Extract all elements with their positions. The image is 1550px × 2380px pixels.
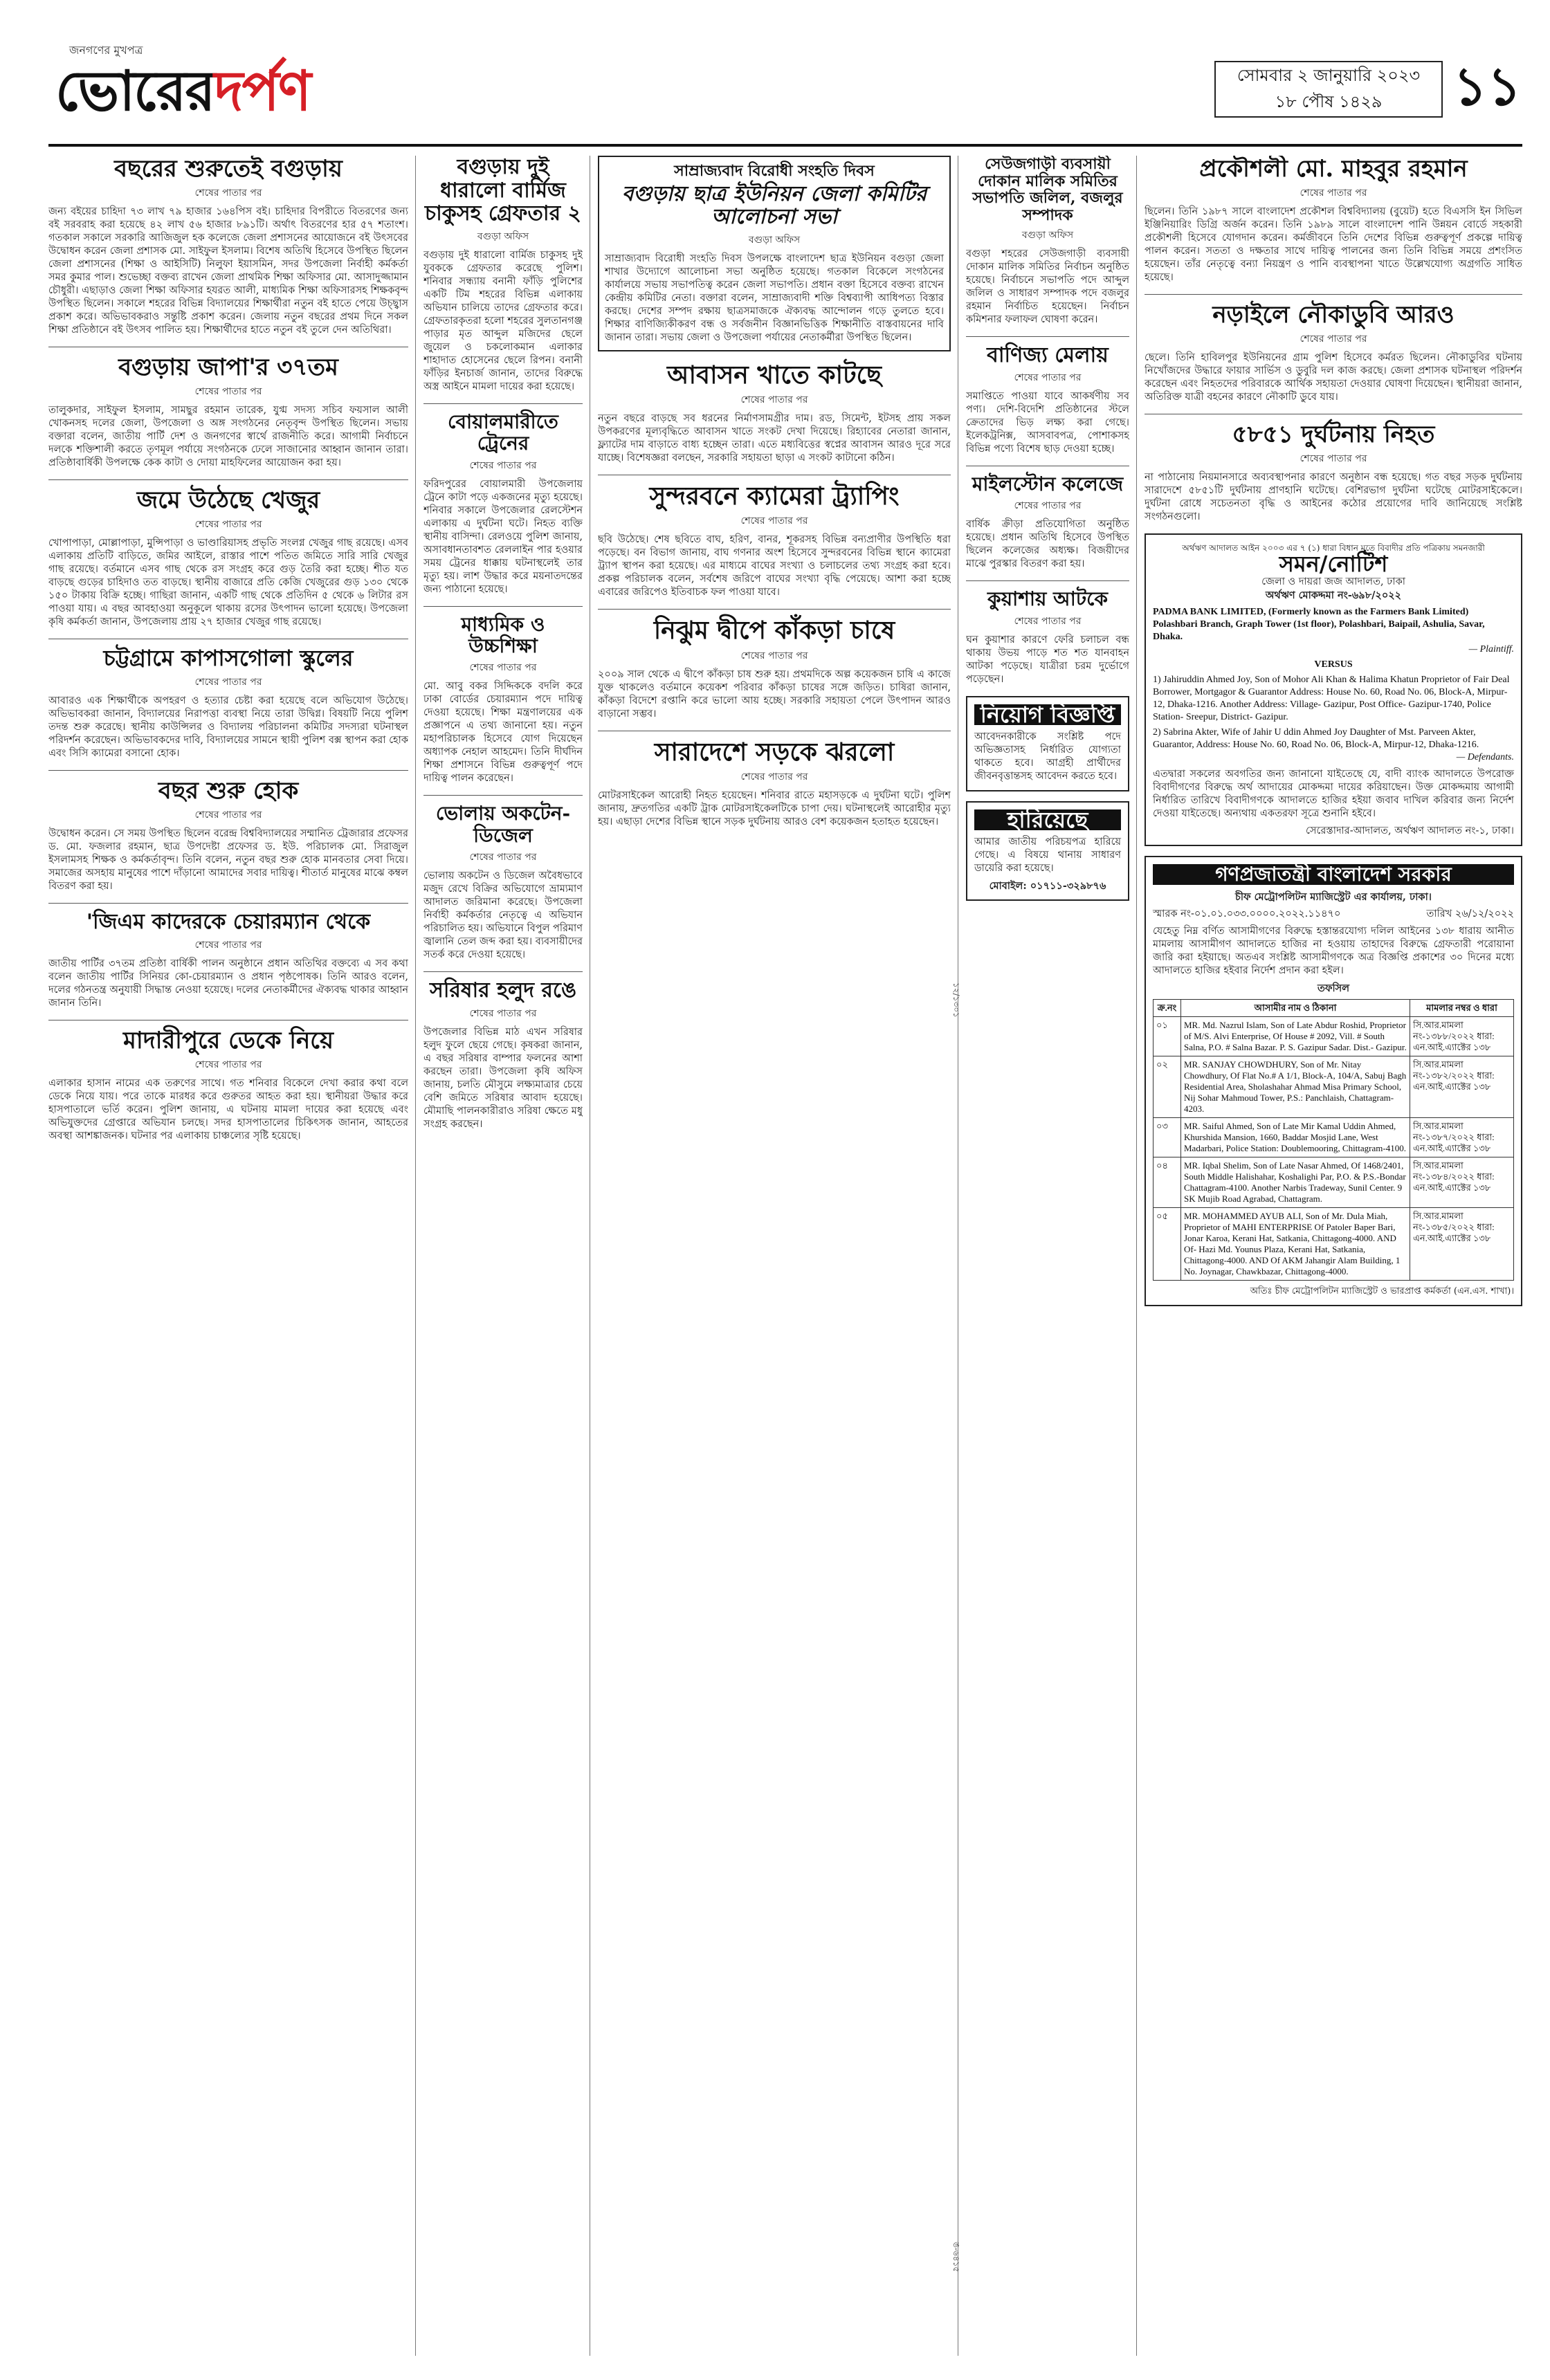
table-row [1154,1208,1514,1281]
article-body: সাম্রাজ্যবাদ বিরোধী সংহতি দিবস উপলক্ষে বাংলাদেশ ছাত্র ইউনিয়ন বগুড়া জেলা শাখার উদ্যোগে আলোচনা সভা অনুষ্ঠিত হয়েছে। গতকাল বিকেলে সংগঠনের কার্যালয়ে সভায় সভাপতিত্ব করেন জেলা সভাপতি। প্রধান বক্তা হিসেবে বক্তব্য রাখেন কেন্দ্রীয় কমিটির নেতা। বক্তারা বলেন, সাম্রাজ্যবাদী শক্তি বিশ্বব্যাপী আধিপত্য বিস্তার করছে। দেশের সম্পদ রক্ষায় ছাত্রসমাজকে ঐক্যবদ্ধ আন্দোলন গড়ে তুলতে হবে। শিক্ষার বাণিজ্যিকীকরণ বন্ধ ও সর্বজনীন বিজ্ঞানভিত্তিক শিক্ষানীতি বাস্তবায়নের দাবি জানান তারা। সভায় জেলা ও উপজেলা পর্যায়ের নেতাকর্মীরা উপস্থিত ছিলেন। [605,253,944,343]
article [48,910,408,1010]
article [966,588,1129,686]
article-body: এলাকার হাসান নামের এক তরুণের সাথে। গত শনিবার বিকেলে দেখা করার কথা বলে ডেকে নিয়ে যায়। পরে তাকে মারধর করে গুরুতর আহত করা হয়। স্থানীয়রা উদ্ধার করে হাসপাতালে ভর্তি করেন। পুলিশ জানায়, এ ঘটনায় মামলা দায়ের করা হয়েছে এবং অভিযুক্তদের গ্রেপ্তারে অভিযান চলছে। সদর হাসপাতালের চিকিৎসক জানান, আহতের অবস্থা আশঙ্কাজনক। ঘটনার পর এলাকায় চাঞ্চল্যের সৃষ্টি হয়েছে। [48,1077,408,1142]
subhead: শেষের পাতার পর [1300,333,1367,345]
subhead: শেষের পাতার পর [194,519,262,531]
article [48,646,408,760]
table-cell: সি.আর.মামলা নং-১৩৮৪/২০২২ ধারা: এন.আই.এ্যাক্টের ১৩৮ [1410,1157,1514,1208]
article-body: আবারও এক শিক্ষার্থীকে অপহরণ ও হত্যার চেষ্টা করা হয়েছে বলে অভিযোগ উঠেছে। অভিভাবকরা জানান, বিদ্যালয়ের নিরাপত্তা ব্যবস্থা নিয়ে তারা উদ্বিগ্ন। বিষয়টি নিয়ে পুলিশ তদন্ত শুরু করেছে। স্থানীয় কাউন্সিলর ও বিদ্যালয় পরিচালনা কমিটির সদস্যরা ঘটনাস্থল পরিদর্শন করেছেন। অভিভাবকদের দাবি, বিদ্যালয়ের সামনে স্থায়ী পুলিশ বক্স স্থাপন করা হোক এবং সিসি ক্যামেরা বসানো হোক। [48,695,408,760]
article [1145,302,1522,404]
headline: সুন্দরবনে ক্যামেরা ট্র্যাপিং [649,482,900,511]
notice-court: জেলা ও দায়রা জজ আদালত, ঢাকা [1261,576,1405,588]
date-line-1: সোমবার ২ জানুয়ারি ২০২৩ [1237,66,1421,85]
divider [966,580,1129,581]
masthead [48,42,1522,138]
headline: জমে উঠেছে খেজুর [136,486,320,515]
court-summons-notice [1145,533,1522,846]
article-body: উপজেলার বিভিন্ন মাঠ এখন সরিষার হলুদ ফুলে ছেয়ে গেছে। কৃষকরা জানান, এ বছর সরিষার বাম্পার ফলনের আশা করছেন তারা। উপজেলা কৃষি অফিস জানায়, চলতি মৌসুমে লক্ষ্যমাত্রার চেয়ে বেশি জমিতে সরিষার আবাদ হয়েছে। মৌমাছি পালনকারীরাও সরিষা ক্ষেতে মধু সংগ্রহ করছেন। [423,1026,583,1130]
article-body: খোপাপাড়া, মোল্লাপাড়া, মুন্সিপাড়া ও ভাণ্ডারিয়াসহ প্রভৃতি সংলগ্ন খেজুর গাছ রয়েছে। এসব এলাকায় প্রতিটি বাড়িতে, জমির আইলে, রাস্তার পাশে পতিত জমিতে সারি সারি খেজুর গাছ রয়েছে। বর্তমানে এসব গাছ থেকে রস সংগ্রহ করে গুড় তৈরি করা হচ্ছে। শীত যত বাড়ছে গুড়ের চাহিদাও তত বাড়ছে। স্থানীয় বাজারে প্রতি কেজি খেজুরের গুড় ১৩০ থেকে ১৫০ টাকায় বিক্রি হচ্ছে। গাছিরা জানান, একটি গাছ থেকে প্রতিদিন ৫ থেকে ৬ লিটার রস পাওয়া যায়। এ বছর আবহাওয়া অনুকূলে থাকায় রসের উৎপাদন ভালো হয়েছে। উপজেলা কৃষি কর্মকর্তা জানান, উপজেলায় প্রায় ২৭ হাজার খেজুর গাছ রয়েছে। [48,538,408,628]
gov-ref: স্মারক নং-০১.০১.০৩৩.০০০০.২০২২.১১৪৭০ [1153,908,1341,920]
article [48,1027,408,1143]
gov-date: তারিখ ২৬/১২/২০২২ [1426,908,1514,920]
subhead: শেষের পাতার পর [194,809,262,821]
headline: বছর শুরু হোক [158,777,299,805]
headline: মাইলস্টোন কলেজে [972,473,1124,496]
divider [423,971,583,972]
article-body: জাতীয় পার্টির ৩৭তম প্রতিষ্ঠা বার্ষিকী পালন অনুষ্ঠানে প্রধান অতিথির বক্তব্যে এ সব কথা বলেন জাতীয় পার্টির সিনিয়র কো-চেয়ারম্যান ও প্রধান পৃষ্ঠপোষক। তিনি আরও বলেন, দলের গঠনতন্ত্র অনুযায়ী সিদ্ধান্ত নেওয়া হয়েছে। দলের নেতাকর্মীদের ঐক্যবদ্ধ থাকার আহ্বান জানান তিনি। [48,958,408,1009]
margin-code-right: ঙ-৬৪১৫ [951,2242,961,2273]
divider [48,770,408,771]
table-cell: সি.আর.মামলা নং-১৩৮৭/২০২২ ধারা: এন.আই.এ্যাক্টের ১৩৮ [1410,1118,1514,1157]
ad-phone: মোবাইল: ০১৭১১-৩২৯৮৭৬ [989,879,1106,892]
ad-title: হারিয়েছে [974,809,1121,830]
article [423,979,583,1131]
subhead: শেষের পাতার পর [1014,500,1082,512]
table-row [1154,1157,1514,1208]
subhead: শেষের পাতার পর [740,771,808,783]
headline: বগুড়ায় জাপা'র ৩৭তম [118,354,338,382]
table-cell: সি.আর.মামলা নং-১৩৮২/২০২২ ধারা: এন.আই.এ্যাক্টের ১৩৮ [1410,1056,1514,1118]
gov-notice [1145,856,1522,1306]
headline: বোয়ালমারীতে ট্রেনের [448,410,558,455]
date-line-2: ১৮ পৌষ ১৪২৯ [1275,92,1383,111]
table-cell: সি.আর.মামলা নং-১৩৮৮/২০২২ ধারা: এন.আই.এ্যাক্টের ১৩৮ [1410,1017,1514,1056]
divider [423,795,583,796]
headline: বাণিজ্য মেলায় [987,342,1109,367]
defendants-label: — Defendants. [1456,752,1514,763]
article [966,156,1129,327]
newspaper-logo[interactable] [55,48,310,141]
column-2 [423,156,583,2356]
article [598,156,951,351]
article-body: ঘন কুয়াশার কারণে ফেরি চলাচল বন্ধ থাকায় উভয় পাড়ে শত শত যানবাহন আটকা পড়েছে। যাত্রীরা চরম দুর্ভোগে পড়েছেন। [966,634,1129,685]
subhead: বগুড়া অফিস [748,234,801,246]
headline: বগুড়ায় দুই ধারালো বার্মিজ চাকুসহ গ্রেফতার ২ [424,156,582,226]
article-body: বগুড়া শহরের সেউজগাড়ী ব্যবসায়ী দোকান মালিক সমিতির নির্বাচন অনুষ্ঠিত হয়েছে। নির্বাচনে সভাপতি পদে আব্দুল জলিল ও সাধারণ সম্পাদক পদে বজলুর রহমান নির্বাচিত হয়েছেন। নির্বাচন কমিশনার ফলাফল ঘোষণা করেন। [966,248,1129,325]
schedule-table [1153,999,1514,1281]
lost-ad [966,801,1129,901]
headline: বছরের শুরুতেই বগুড়ায় [114,156,343,183]
table-caption: তফসিল [1317,982,1349,995]
article-body: বগুড়ায় দুই ধারালো বার্মিজ চাকুসহ দুই যুবককে গ্রেফতার করেছে পুলিশ। শনিবার সন্ধ্যায় বনানী ফাঁড়ি পুলিশের একটি টিম শহরের বিভিন্ন এলাকায় অভিযান চালিয়ে তাদের গ্রেফতার করে। গ্রেফতারকৃতরা হলো শহরের সুলতানগঞ্জ পাড়ার মৃত আব্দুল মজিদের ছেলে জুয়েল ও চকলোকমান এলাকার শাহাদাত হোসেনের ছেলে রিপন। বনানী ফাঁড়ির ইনচার্জ জানান, তাদের বিরুদ্ধে অস্ত্র আইনে মামলা দায়ের করা হয়েছে। [423,249,583,392]
ad-body: আবেদনকারীকে সংশ্লিষ্ট পদে অভিজ্ঞতাসহ নির্ধারিত যোগ্যতা থাকতে হবে। আগ্রহী প্রার্থীদের জীবনবৃত্তান্তসহ আবেদন করতে হবে। [974,731,1121,782]
subhead: শেষের পাতার পর [469,1007,537,1019]
article [598,361,951,465]
logo-part-2: দর্পণ [214,58,311,123]
column-6 [1145,156,1522,2356]
plaintiff-label: — Plaintiff. [1468,644,1514,655]
kicker: সাম্রাজ্যবাদ বিরোধী সংহতি দিবস [674,162,875,180]
headline: ভোলায় অকটেন-ডিজেল [435,802,571,847]
table-header: আসামীর নাম ও ঠিকানা [1181,1000,1410,1017]
headline: প্রকৌশলী মো. মাহবুর রহমান [1199,156,1468,183]
divider [423,606,583,607]
column-5 [966,156,1129,2356]
article-body: মোটরসাইকেল আরোহী নিহত হয়েছেন। শনিবার রাতে মহাসড়কে এ দুর্ঘটনা ঘটে। পুলিশ জানায়, দ্রুতগতির একটি ট্রাক মোটরসাইকেলটিকে চাপা দেয়। ঘটনাস্থলেই আরোহীর মৃত্যু হয়। এছাড়া দেশের বিভিন্ন স্থানে সড়ক দুর্ঘটনায় আরও বেশ কয়েকজন হতাহত হয়েছেন। [598,790,951,828]
headline: নিঝুম দ্বীপে কাঁকড়া চাষে [653,616,895,646]
headline: ৫৮৫১ দুর্ঘটনায় নিহত [1232,421,1435,449]
article [598,738,951,829]
article [48,354,408,470]
article [423,411,583,596]
ad-title: নিয়োগ বিজ্ঞপ্তি [974,704,1121,725]
divider [1145,294,1522,295]
article [48,156,408,337]
article-body: উদ্বোধন করেন। সে সময় উপস্থিত ছিলেন বরেন্দ্র বিশ্ববিদ্যালয়ের সম্মানিত ট্রেজারার প্রফেসর ড. মো. ফজলার রহমান, ছাত্র উপদেষ্টা প্রফেসর ড. ইউ. পরিচালক মো. সিরাজুল ইসলামসহ শিক্ষক ও কর্মকর্তাবৃন্দ। তিনি বলেন, নতুন বছর শুরু হোক মানবতার সেবা দিয়ে। সমাজের অসহায় মানুষের পাশে দাঁড়ানো আমাদের সবার দায়িত্ব। শীতার্ত মানুষের মাঝে কম্বল বিতরণ করা হয়। [48,828,408,892]
table-cell: ০৪ [1154,1157,1181,1208]
gov-footer: অতিঃ চীফ মেট্রোপলিটন ম্যাজিস্ট্রেট ও ভারপ্রাপ্ত কর্মকর্তা (এন.এস. শাখা)। [1250,1286,1514,1297]
article [598,616,951,720]
article-body: সমাপ্তিতে পাওয়া যাবে আকর্ষণীয় সব পণ্য। দেশি-বিদেশি প্রতিষ্ঠানের স্টলে ক্রেতাদের ভিড় লক্ষ্য করা গেছে। ইলেকট্রনিক্স, আসবাবপত্র, পোশাকসহ বিভিন্ন পণ্যে বিশেষ ছাড় দেওয়া হচ্ছে। [966,391,1129,455]
notice-plaintiff: PADMA BANK LIMITED, (Formerly known as the Farmers Bank Limited) Polashbari Branch, Graph Tower (1st floor), Polashbari, Baipail, Ashulia, Savar, Dhaka. [1153,607,1485,643]
defendant-1: 1) Jahiruddin Ahmed Joy, Son of Mohor Ali Khan & Halima Khatun Proprietor of Fair Deal Borrower, Mortgagor & Guarantor Address: House No. 60, Road No. 06, Block-A, Mirpur-12, Dhaka-1216. Another Address: Village- Gazipur, Post Office- Gazipur-1740, Police Station- Sreepur, District- Gazipur. [1153,675,1510,723]
article [966,344,1129,457]
article-body: নতুন বছরে বাড়ছে সব ধরনের নির্মাণসামগ্রীর দাম। রড, সিমেন্ট, ইটসহ প্রায় সকল উপকরণের মূল্যবৃদ্ধিতে আবাসন খাতে সংকট দেখা দিয়েছে। রিহ্যাবের নেতারা জানান, ফ্ল্যাটের দাম বাড়াতে বাধ্য হচ্ছেন তারা। এতে মধ্যবিত্তের স্বপ্নের আবাসন আরও দূরে সরে যাচ্ছে। বিশেষজ্ঞরা বলছেন, সরকারি সহায়তা ছাড়া এ সংকট কাটানো কঠিন। [598,413,951,464]
versus-label: VERSUS [1314,659,1353,670]
masthead-rule [48,144,1522,147]
headline: কুয়াশায় আটকে [987,587,1108,611]
table-row [1154,1118,1514,1157]
gov-ref-row [1153,908,1514,921]
table-header: মামলার নম্বর ও ধারা [1410,1000,1514,1017]
page-number: ১১ [1453,55,1522,117]
subhead: বগুড়া অফিস [477,230,529,242]
table-cell: MR. Saiful Ahmed, Son of Late Mir Kamal Uddin Ahmed, Khurshida Mansion, 1660, Baddar Mosjid Lane, West Madarbari, Police Station: Doublemooring, Chittagram-4100. [1181,1118,1410,1157]
divider [598,609,951,610]
article-body: জন্য বইয়ের চাহিদা ৭৩ লাখ ৭৯ হাজার ১৬৪পিস বই। চাহিদার বিপরীতে বিতরণের জন্য বই সরবরাহ করা হয়েছে ৪২ লাখ ৫৬ হাজার ৮৯১টি। অর্থাৎ বিতরণের হার ৫৭ শতাংশ। গতকাল সকালে সরকারি আজিজুল হক কলেজে জেলা প্রশাসনের আয়োজনে বই উৎসবের উদ্বোধন করেন জেলা প্রশাসক মো. সাইফুল ইসলাম। বিশেষ অতিথি হিসেবে উপস্থিত ছিলেন জেলা প্রশাসনের (শিক্ষা ও আইসিটি) নিলুফা ইয়াসমিন, সদর উপজেলা নির্বাহী কর্মকর্তা সমর কুমার পাল। শুভেচ্ছা বক্তব্য রাখেন জেলা প্রাথমিক শিক্ষা অফিসার মো. আসাদুজ্জামান চৌধুরী। এছাড়াও জেলা শিক্ষা অফিসার হযরত আলী, মাধ্যমিক শিক্ষা অফিসারসহ শিক্ষকবৃন্দ উপস্থিত ছিলেন। সকালে শহরের বিভিন্ন বিদ্যালয়ের শিক্ষার্থীরা নতুন বই হাতে পেয়ে উচ্ছ্বাস প্রকাশ করে। অভিভাবকরাও সন্তুষ্টি প্রকাশ করেন। জেলায় নতুন বছরের প্রথম দিনে সকল শিক্ষা প্রতিষ্ঠানে বই উৎসব পালিত হয়। শিক্ষার্থীদের হাতে নতুন বই তুলে দেন অতিথিরা। [48,206,408,336]
defendant-2: 2) Sabrina Akter, Wife of Jahir U ddin Ahmed Joy Daughter of Mst. Parveen Akter, Guarantor, Address: House No. 60, Road No. 06, Block-A, Mirpur-12, Dhaka-1216. [1153,727,1479,751]
subhead: শেষের পাতার পর [1014,615,1082,627]
table-cell: MR. Iqbal Shelim, Son of Late Nasar Ahmed, Of 1468/2401, South Middle Halishahar, Koshalighi Par, P.O. & P.S.-Bondar Chattagram-4100. Another Narbis Tradeway, Sunil Center. 9 SK Mujib Road Agrabad, Chattagram. [1181,1157,1410,1208]
job-ad [966,696,1129,791]
article-body: ভোলায় অকটেন ও ডিজেল অবৈধভাবে মজুদ রেখে বিক্রির অভিযোগে ভ্রাম্যমাণ আদালত জরিমানা করেছে। উপজেলা নির্বাহী কর্মকর্তার নেতৃত্বে এ অভিযান পরিচালিত হয়। অভিযানে বিপুল পরিমাণ জ্বালানি তেল জব্দ করা হয়। ব্যবসায়ীদের সতর্ক করে দেওয়া হয়েছে। [423,870,583,960]
table-cell: MR. SANJAY CHOWDHURY, Son of Mr. Nitay Chowdhury, Of Flat No.# A 1/1, Block-A, 104/A, Sabuj Bagh Residential Area, Sholashahar Ahmad Misa Primary School, Nij Sohar Mahmoud Tower, P.S.: Panchlaish, Chattagram-4203. [1181,1056,1410,1118]
article-body: তালুকদার, সাইফুল ইসলাম, সামছুর রহমান তারেক, যুগ্ম সদস্য সচিব ফয়সাল আলী খোকনসহ দলের জেলা, উপজেলা ও অঙ্গ সংগঠনের নেতৃবৃন্দ উপস্থিত ছিলেন। সভায় বক্তারা বলেন, জাতীয় পার্টি দেশ ও জনগণের স্বার্থে রাজনীতি করে। আগামী নির্বাচনে দলকে শক্তিশালী করতে তৃণমূল পর্যায়ে সংগঠনকে ঢেলে সাজানোর আহ্বান জানান তারা। প্রতিষ্ঠাবার্ষিকী উপলক্ষে কেক কাটা ও দোয়া মাহফিলের আয়োজন করা হয়। [48,405,408,469]
gov-body: যেহেতু নিম্ন বর্ণিত আসামীগণের বিরুদ্ধে হস্তান্তরযোগ্য দলিল আইনের ১৩৮ ধারায় আনীত মামলায় আসামীগণ আদালতে হাজির না হওয়ায় তাহাদের বিরুদ্ধে গ্রেফতারী পরোয়ানা জারি করা হইয়াছে। অতএব সংশ্লিষ্ট আসামীগণকে অত্র বিজ্ঞপ্তি প্রকাশের ৩০ দিনের মধ্যে আদালতে হাজির হইবার নির্দেশ প্রদান করা হইল। [1153,926,1514,977]
subhead: শেষের পাতার পর [1300,187,1367,199]
table-cell: ০৩ [1154,1118,1181,1157]
subhead: শেষের পাতার পর [740,394,808,406]
gov-office: চীফ মেট্রোপলিটন ম্যাজিস্ট্রেট এর কার্যালয়, ঢাকা। [1235,891,1432,904]
article [1145,421,1522,524]
headline: নড়াইলে নৌকাডুবি আরও [1212,301,1455,329]
subhead: শেষের পাতার পর [194,677,262,688]
subhead: শেষের পাতার পর [194,187,262,199]
gov-title: গণপ্রজাতন্ত্রী বাংলাদেশ সরকার [1153,864,1514,885]
article [966,473,1129,571]
table-row [1154,1017,1514,1056]
margin-code-left: ১২/১৩০১ [951,982,961,1018]
column-3-4 [598,156,951,2356]
ad-body: আমার জাতীয় পরিচয়পত্র হারিয়ে গেছে। এ বিষয়ে থানায় সাধারণ ডায়েরি করা হয়েছে। [974,836,1121,874]
headline: আবাসন খাতে কাটছে [667,360,882,390]
headline: বগুড়ায় ছাত্র ইউনিয়ন জেলা কমিটির আলোচনা সভা [621,181,927,230]
notice-case-no: অর্থঋণ মোকদ্দমা নং-৬৯৮/২০২২ [1265,589,1402,602]
table-cell: ০৫ [1154,1208,1181,1281]
headline: চট্টগ্রামে কাপাসগোলা স্কুলের [103,645,354,672]
table-cell: MR. Md. Nazrul Islam, Son of Late Abdur Roshid, Proprietor of M/S. Alvi Enterprise, Of House # 2092, Vill. # South Salna, P.O. # Salna Bazar. P. S. Gazipur Sadar. Dist.- Gazipur. [1181,1017,1410,1056]
table-cell: MR. MOHAMMED AYUB ALI, Son of Mr. Dula Miah, Proprietor of MAHI ENTERPRISE Of Patoler Baper Bari, Jonar Karoa, Kerani Hat, Satkania, Chittagong-4000. AND Of- Hazi Md. Younus Plaza, Kerani Hat, Satkania, Chittagong-4000. AND Of AKM Jahangir Alam Building, 1 No. Joynagar, Chawkbazar, Chittagong-4000. [1181,1208,1410,1281]
table-cell: ০১ [1154,1017,1181,1056]
table-cell: সি.আর.মামলা নং-১৩৮৫/২০২২ ধারা: এন.আই.এ্যাক্টের ১৩৮ [1410,1208,1514,1281]
logo-part-1: ভোরের [55,58,215,123]
article-body: ছবি উঠেছে। শেষ ছবিতে বাঘ, হরিণ, বানর, শূকরসহ বিভিন্ন বন্যপ্রাণীর উপস্থিতি ধরা পড়েছে। বন বিভাগ জানায়, বাঘ গণনার অংশ হিসেবে সুন্দরবনের বিভিন্ন স্থানে ক্যামেরা ট্র্যাপ স্থাপন করা হয়েছে। এর মাধ্যমে বাঘের সংখ্যা ও চলাচলের তথ্য সংগ্রহ করা হবে। প্রকল্প পরিচালক বলেন, সর্বশেষ জরিপে বাঘের সংখ্যা বৃদ্ধি পেয়েছে। আশা করা হচ্ছে এবারের জরিপেও ইতিবাচক ফল পাওয়া যাবে। [598,534,951,598]
subhead: শেষের পাতার পর [1014,372,1082,384]
notice-title: সমন/নোটিশ [1279,551,1388,578]
subhead: শেষের পাতার পর [469,851,537,863]
column-rule [415,156,416,2356]
masthead-tagline: জনগণের মুখপত্র [69,44,143,57]
subhead: শেষের পাতার পর [469,459,537,471]
headline: সারাদেশে সড়কে ঝরলো [654,737,895,767]
article [1145,156,1522,284]
article-body: বার্ষিক ক্রীড়া প্রতিযোগিতা অনুষ্ঠিত হয়েছে। প্রধান অতিথি হিসেবে উপস্থিত ছিলেন কলেজের অধ্যক্ষ। বিজয়ীদের মাঝে পুরস্কার বিতরণ করা হয়। [966,519,1129,570]
table-header: ক্র.নং [1154,1000,1181,1017]
divider [48,903,408,904]
article-body: ছিলেন। তিনি ১৯৮৭ সালে বাংলাদেশ প্রকৌশল বিশ্ববিদ্যালয় (বুয়েট) হতে বিএসসি ইন সিভিল ইঞ্জিনিয়ারিং ডিগ্রি অর্জন করেন। তিনি ১৯৮৯ সালে বাংলাদেশ পানি উন্নয়ন বোর্ডে সহকারী প্রকৌশলী হিসেবে যোগদান করেন। কর্মজীবনে তিনি দেশের বিভিন্ন গুরুত্বপূর্ণ প্রকল্পে দায়িত্ব পালন করেন। সততা ও দক্ষতার সাথে দায়িত্ব পালনের জন্য তিনি বিভিন্ন সময়ে প্রশংসিত হয়েছেন। তাঁর নেতৃত্বে বন্যা নিয়ন্ত্রণ ও পানি ব্যবস্থাপনা খাতে উল্লেখযোগ্য অগ্রগতি সাধিত হয়েছে। [1145,206,1522,284]
divider [423,403,583,404]
column-1 [48,156,408,2356]
headline: মাধ্যমিক ও উচ্চশিক্ষা [461,612,545,657]
article [423,156,583,394]
article [598,482,951,599]
headline: মাদারীপুরে ডেকে নিয়ে [123,1026,334,1054]
table-row [1154,1056,1514,1118]
subhead: শেষের পাতার পর [194,386,262,398]
headline: সরিষার হলুদ রঙে [430,978,576,1003]
article-body: মো. আবু বকর সিদ্দিককে বদলি করে ঢাকা বোর্ডের চেয়ারম্যান পদে দায়িত্ব দেওয়া হয়েছে। শিক্ষা মন্ত্রণালয়ের এক প্রজ্ঞাপনে এ তথ্য জানানো হয়। নতুন মহাপরিচালক হিসেবে যোগ দিয়েছেন অধ্যাপক নেহাল আহমেদ। তিনি দীর্ঘদিন শিক্ষা প্রশাসনে বিভিন্ন গুরুত্বপূর্ণ পদে দায়িত্ব পালন করেছেন। [423,681,583,785]
notice-footer: সেরেস্তাদার-আদালত, অর্থঋণ আদালত নং-১, ঢাকা। [1306,825,1514,837]
article [423,803,583,962]
article [48,487,408,629]
article [48,778,408,893]
date-box [1214,61,1443,118]
notice-body: এতদ্বারা সকলের অবগতির জন্য জানানো যাইতেছে যে, বাদী ব্যাংক আদালতে উপরোক্ত বিবাদীগণের বিরুদ্ধে অর্থ আদায়ের মোকদ্দমা দায়ের করিয়াছেন। উক্ত মোকদ্দমায় আগামী নির্ধারিত তারিখে বিবাদীগণকে আদালতে হাজির হইয়া জবাব দাখিল করিবার জন্য নির্দেশ দেওয়া যাইতেছে। অন্যথায় একতরফা সূত্রে শুনানি হইবে। [1153,769,1514,820]
subhead: শেষের পাতার পর [194,1059,262,1070]
article-body: ফরিদপুরের বোয়ালমারী উপজেলায় ট্রেনে কাটা পড়ে একজনের মৃত্যু হয়েছে। শনিবার সকালে উপজেলার রেলস্টেশন এলাকায় এ দুর্ঘটনা ঘটে। নিহত ব্যক্তি স্থানীয় বাসিন্দা। রেলওয়ে পুলিশ জানায়, অসাবধানতাবশত রেললাইন পার হওয়ার সময় ট্রেনের ধাক্কায় ঘটনাস্থলেই তার মৃত্যু হয়। লাশ উদ্ধার করে ময়নাতদন্তের জন্য পাঠানো হয়েছে। [423,478,583,595]
article-body: না পাঠানোয় নিয়মানসারে অব্যবস্থাপনার কারণে অনুষ্ঠান বন্ধ হয়েছে। গত বছর সড়ক দুর্ঘটনায় সারাদেশে ৫৮৫১টি দুর্ঘটনায় প্রাণহানি ঘটেছে। বেশিরভাগ দুর্ঘটনা ঘটেছে মোটরসাইকেলে। দুর্ঘটনা রোধে সচেতনতা বৃদ্ধি ও আইনের কঠোর প্রয়োগের দাবি জানিয়েছে সংশ্লিষ্ট সংগঠনগুলো। [1145,472,1522,523]
article-body: ছেলে। তিনি হাবিলপুর ইউনিয়নের গ্রাম পুলিশ হিসেবে কর্মরত ছিলেন। নৌকাডুবির ঘটনায় নিখোঁজদের উদ্ধারে ফায়ার সার্ভিস ও ডুবুরি দল কাজ করছে। জেলা প্রশাসক ঘটনাস্থল পরিদর্শন করেছেন এবং নিহতদের পরিবারকে আর্থিক সহায়তা দেওয়ার ঘোষণা দিয়েছেন। স্থানীয়রা জানান, অতিরিক্ত যাত্রী বহনের কারণে নৌকাটি ডুবে যায়। [1145,352,1522,403]
column-rule [1136,156,1137,2356]
subhead: শেষের পাতার পর [740,650,808,661]
table-cell: ০২ [1154,1056,1181,1118]
subhead: শেষের পাতার পর [469,662,537,674]
notice-header: অর্থঋণ আদালত আইন ২০০৩ এর ৭ (১) ধারা বিধান মতে বিবাদীর প্রতি পত্রিকায় সমনজারী [1182,543,1485,553]
headline: 'জিএম কাদেরকে চেয়ারম্যান থেকে [86,910,371,935]
divider [48,479,408,480]
subhead: শেষের পাতার পর [1300,453,1367,465]
subhead: শেষের পাতার পর [740,515,808,527]
article-body: ২০০৯ সাল থেকে এ দ্বীপে কাঁকড়া চাষ শুরু হয়। প্রথমদিকে অল্প কয়েকজন চাষি এ কাজে যুক্ত থাকলেও বর্তমানে কয়েকশ পরিবার কাঁকড়া চাষের সঙ্গে জড়িত। চাষিরা জানান, কাঁকড়া বিদেশে রপ্তানি করে ভালো আয় হচ্ছে। সরকারি সহায়তা পেলে উৎপাদন আরও বাড়ানো সম্ভব। [598,668,951,720]
headline: সেউজগাড়ী ব্যবসায়ী দোকান মালিক সমিতির সভাপতি জলিল, বজলুর সম্পাদক [972,156,1123,224]
article [423,614,583,786]
subhead: শেষের পাতার পর [194,939,262,951]
subhead: বগুড়া অফিস [1021,229,1074,241]
divider [966,336,1129,337]
